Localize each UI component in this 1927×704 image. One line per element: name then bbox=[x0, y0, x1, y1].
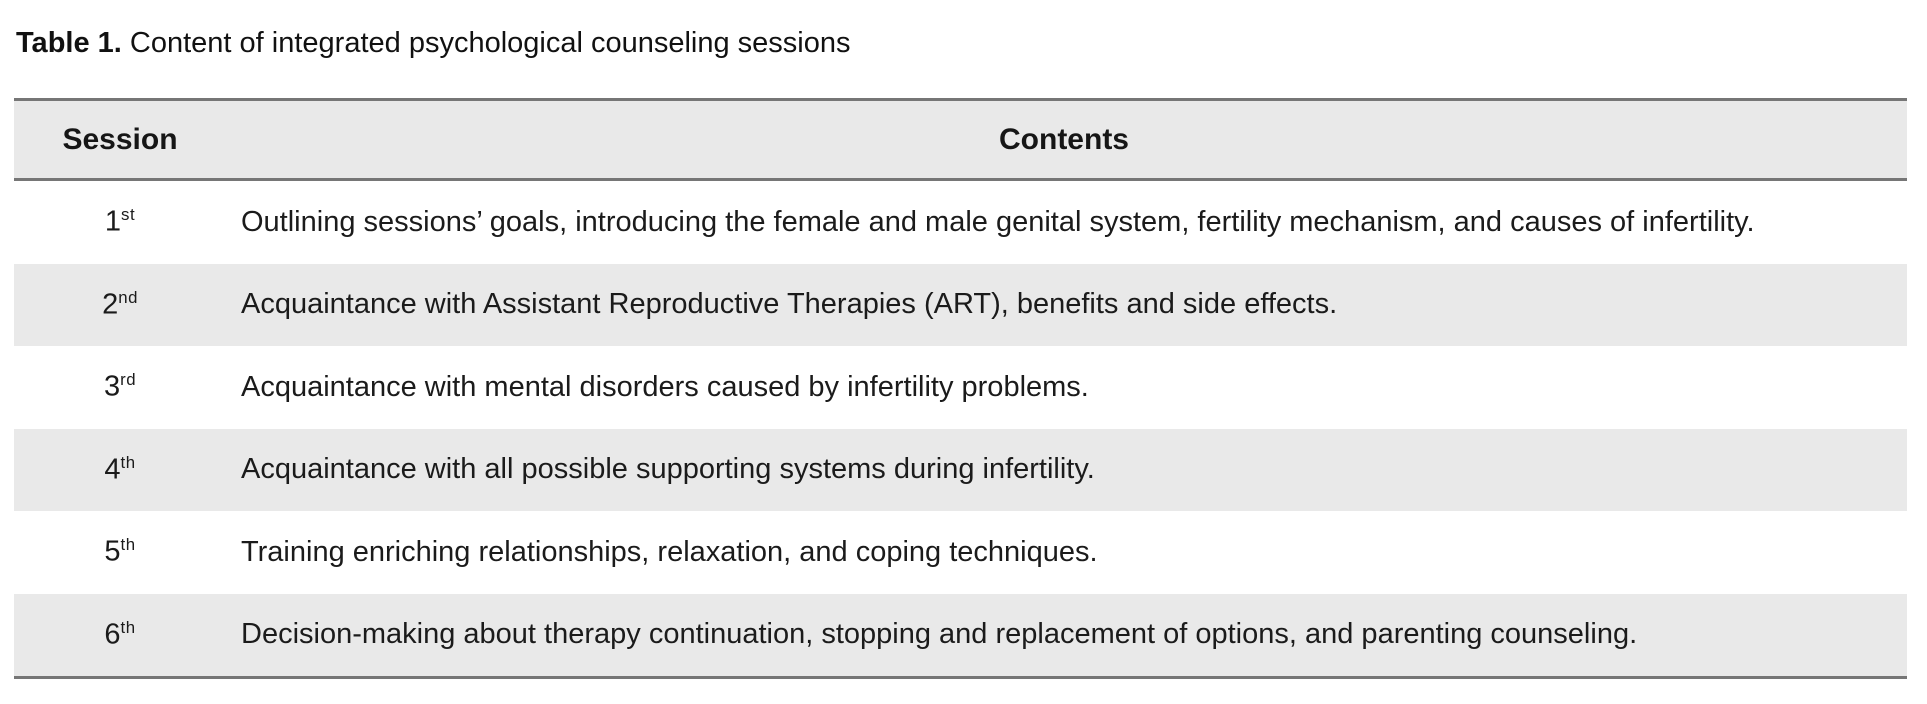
session-ordinal-suffix: nd bbox=[118, 287, 138, 307]
session-number: 5 bbox=[104, 536, 121, 569]
table-row bbox=[14, 264, 1907, 347]
contents-cell: Outlining sessions’ goals, introducing the female and male genital system, fertility mechanism, and causes of infertility. bbox=[241, 205, 1755, 238]
session-ordinal-suffix: th bbox=[120, 535, 136, 555]
sessions-table bbox=[14, 98, 1907, 679]
column-header-contents: Contents bbox=[999, 122, 1129, 156]
table-row bbox=[14, 511, 1907, 594]
session-cell bbox=[14, 288, 226, 322]
table-row bbox=[14, 346, 1907, 429]
session-number: 6 bbox=[104, 618, 121, 651]
session-cell bbox=[14, 205, 226, 239]
table-row bbox=[14, 429, 1907, 512]
session-number: 2 bbox=[102, 288, 119, 321]
session-cell bbox=[14, 453, 226, 487]
session-ordinal-suffix: th bbox=[120, 452, 136, 472]
session-ordinal-suffix: rd bbox=[120, 370, 137, 390]
table-header-row bbox=[14, 101, 1907, 181]
table-row bbox=[14, 181, 1907, 264]
contents-cell: Acquaintance with all possible supporting systems during infertility. bbox=[241, 453, 1095, 486]
contents-cell: Acquaintance with Assistant Reproductive Therapies (ART), benefits and side effects. bbox=[241, 288, 1338, 321]
table-caption-number: Table 1. bbox=[16, 27, 122, 59]
session-ordinal-suffix: st bbox=[121, 205, 136, 225]
contents-cell: Training enriching relationships, relaxation, and coping techniques. bbox=[241, 535, 1098, 568]
session-cell bbox=[14, 618, 226, 652]
column-header-session: Session bbox=[62, 122, 178, 156]
session-number: 4 bbox=[104, 453, 121, 486]
session-number: 3 bbox=[103, 371, 121, 404]
session-ordinal-suffix: th bbox=[120, 617, 136, 637]
contents-cell: Acquaintance with mental disorders caused by infertility problems. bbox=[241, 370, 1089, 403]
session-cell bbox=[14, 370, 226, 404]
table-caption-text: Content of integrated psychological counseling sessions bbox=[121, 27, 851, 59]
table-caption bbox=[16, 26, 851, 61]
session-number: 1 bbox=[104, 206, 122, 239]
table-row bbox=[14, 594, 1907, 677]
contents-cell: Decision-making about therapy continuation, stopping and replacement of options, and parenting counseling. bbox=[241, 618, 1638, 651]
session-cell bbox=[14, 535, 226, 569]
